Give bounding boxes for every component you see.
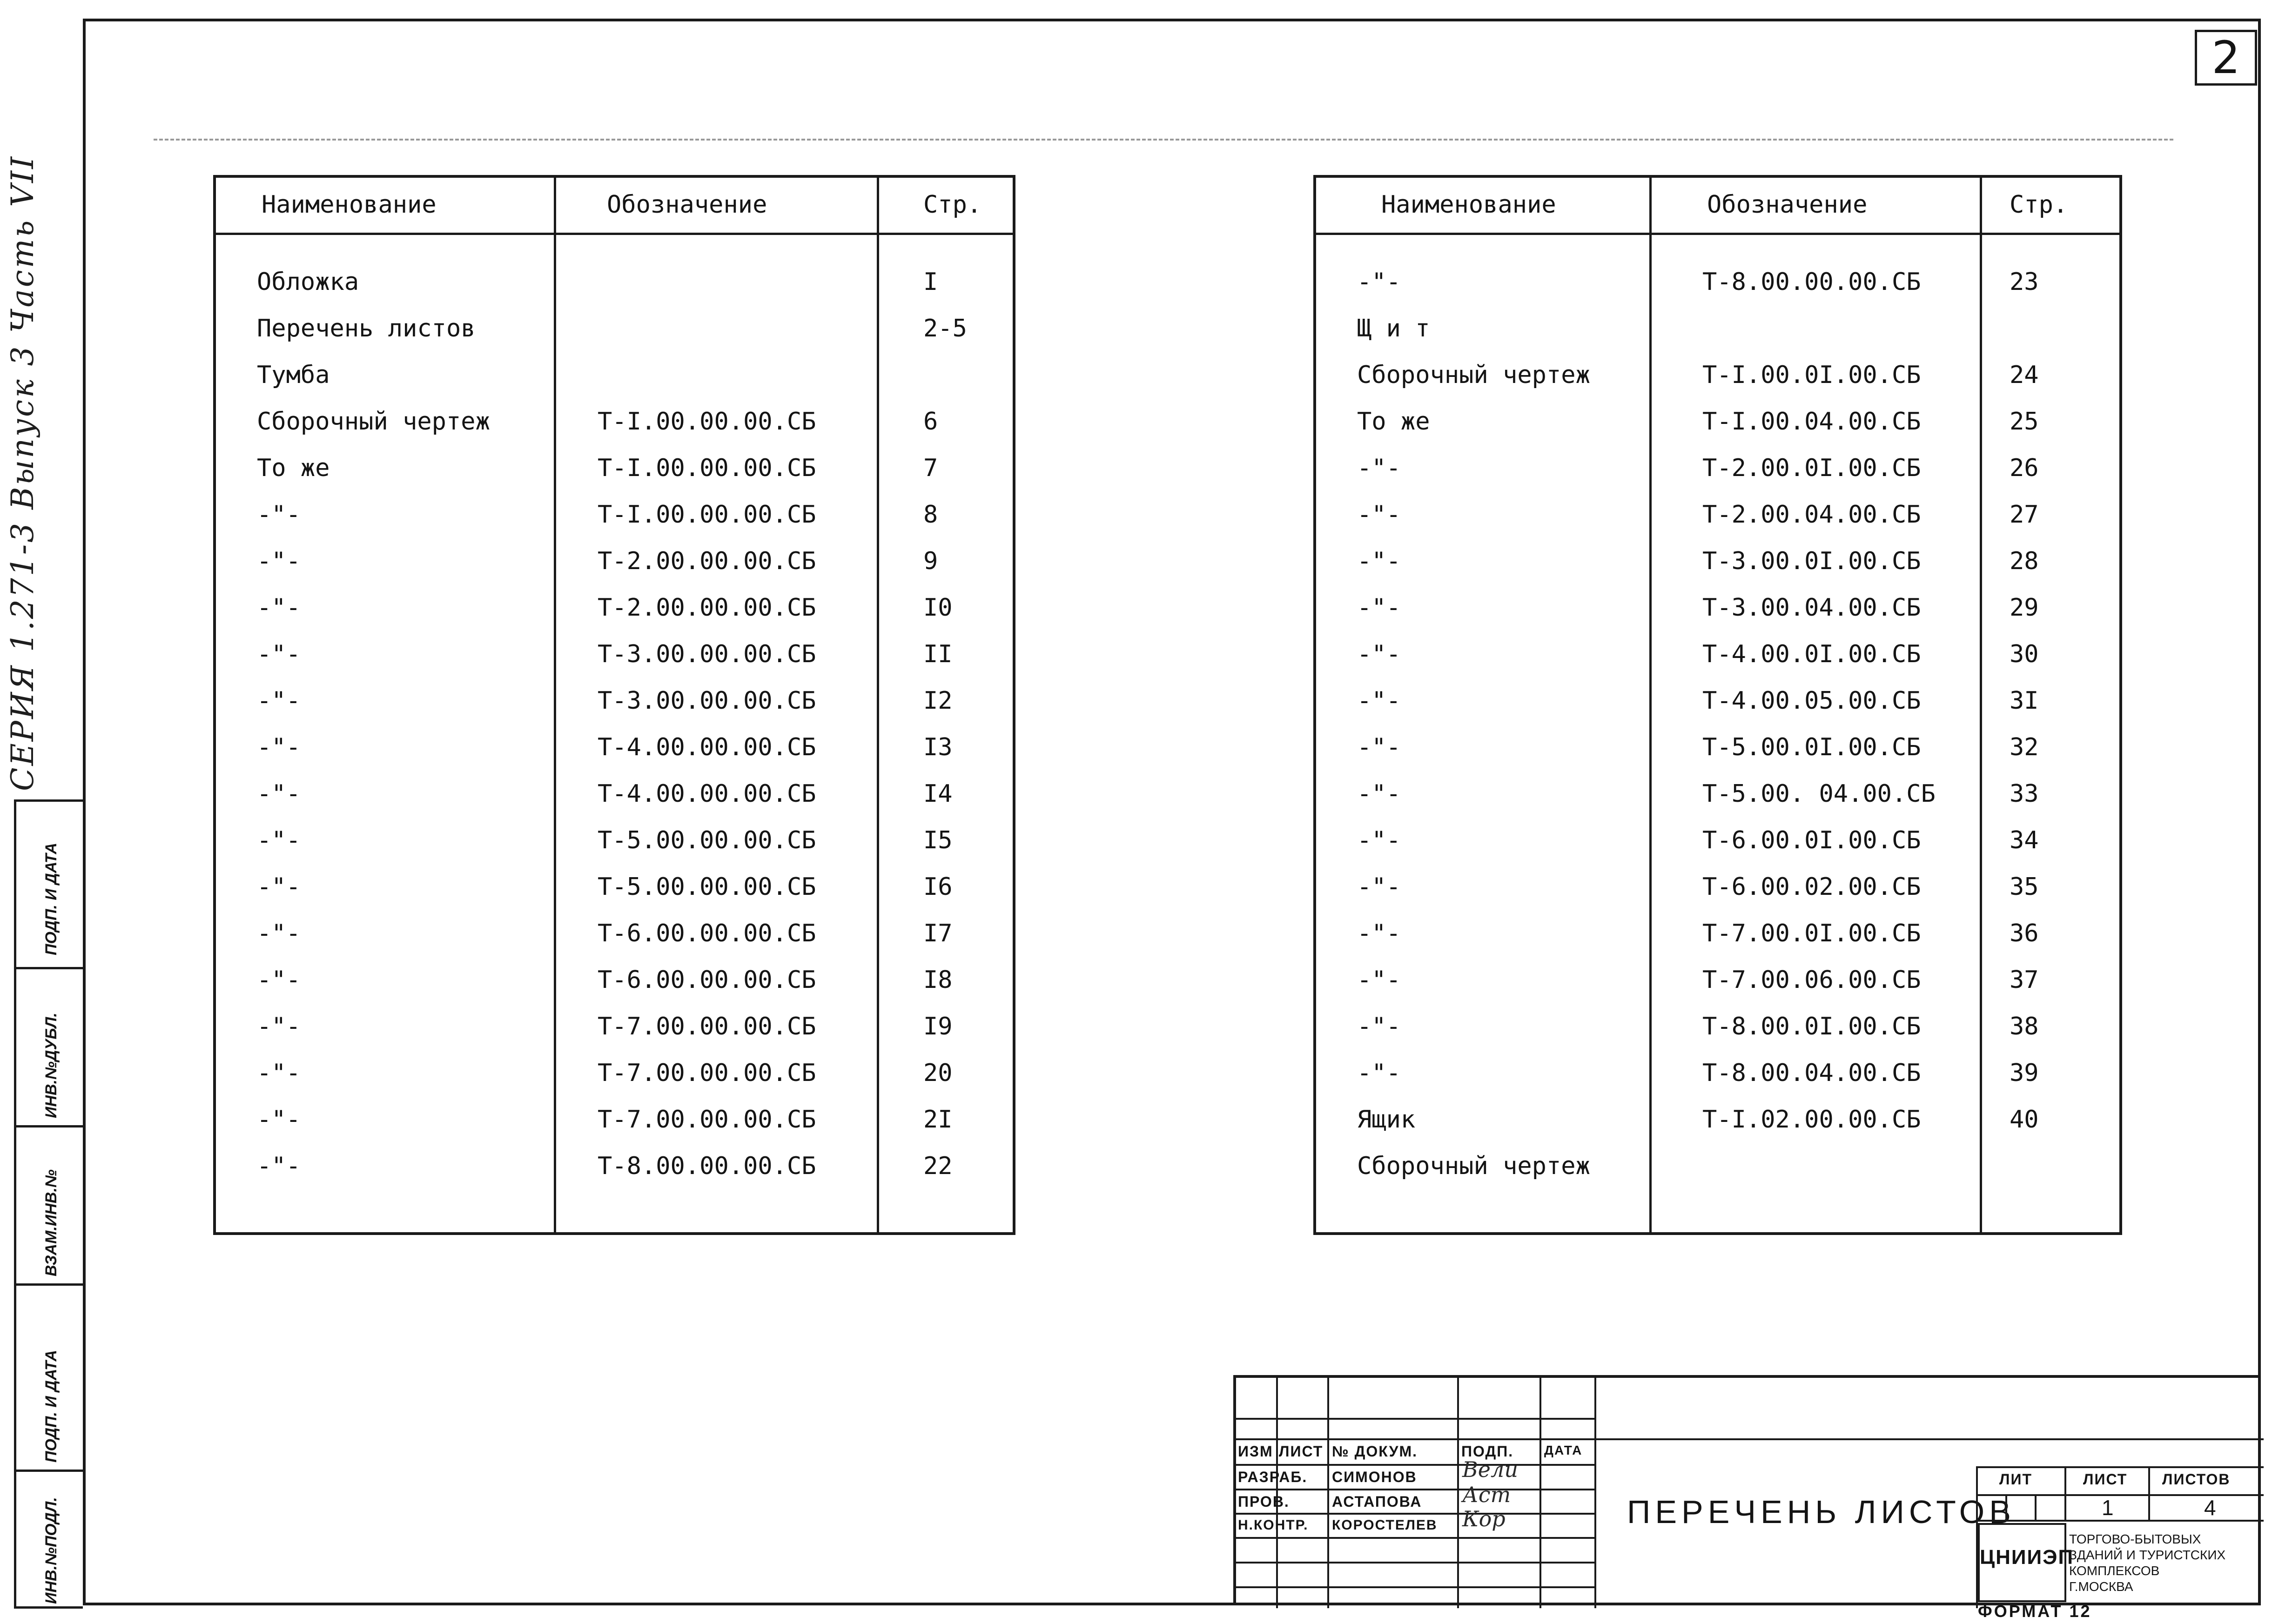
header-page: Стр. xyxy=(2010,191,2068,219)
table-row xyxy=(1316,259,2119,305)
table-row xyxy=(1316,864,2119,910)
role-developer: РАЗРАБ. xyxy=(1238,1469,1308,1485)
row-page: 6 xyxy=(923,408,938,436)
table-row xyxy=(216,584,1013,631)
row-name: -"- xyxy=(257,594,301,622)
table-row xyxy=(216,259,1013,305)
row-name: -"- xyxy=(1357,873,1401,901)
organization-logo: ЦНИИЭП xyxy=(1978,1523,2066,1602)
document-title: ПЕРЕЧЕНЬ ЛИСТОВ xyxy=(1627,1494,2016,1530)
row-name: -"- xyxy=(257,687,301,715)
row-code: Т-5.00.0I.00.СБ xyxy=(1702,733,1921,761)
row-code: Т-2.00.0I.00.СБ xyxy=(1702,454,1921,482)
row-code: Т-8.00.00.00.СБ xyxy=(598,1152,816,1180)
header-name: Наименование xyxy=(262,191,437,219)
header-doc: № ДОКУМ. xyxy=(1332,1443,1418,1460)
row-page: 29 xyxy=(2010,594,2039,622)
row-page: I4 xyxy=(923,780,953,808)
row-page: 28 xyxy=(2010,547,2039,575)
table-row xyxy=(216,864,1013,910)
row-code: Т-6.00.02.00.СБ xyxy=(1702,873,1921,901)
row-name: -"- xyxy=(257,640,301,668)
header-sign: ПОДП. xyxy=(1461,1443,1514,1460)
table-row xyxy=(216,491,1013,538)
table-row xyxy=(1316,398,2119,445)
row-page: 2-5 xyxy=(923,315,967,342)
row-page: 30 xyxy=(2010,640,2039,668)
row-code: Т-7.00.06.00.СБ xyxy=(1702,966,1921,994)
row-name: Перечень листов xyxy=(257,315,476,342)
row-name: -"- xyxy=(257,547,301,575)
sheet-value: 1 xyxy=(2102,1496,2115,1520)
side-label: ВЗАМ.ИНВ.№ xyxy=(42,1169,60,1276)
row-page: I3 xyxy=(923,733,953,761)
row-name: -"- xyxy=(1357,1059,1401,1087)
row-name: Щ и т xyxy=(1357,315,1430,342)
row-code: Т-8.00.0I.00.СБ xyxy=(1702,1013,1921,1040)
table-row xyxy=(216,910,1013,957)
row-code: Т-4.00.0I.00.СБ xyxy=(1702,640,1921,668)
side-label: ИНВ.№ПОДЛ. xyxy=(42,1497,60,1604)
table-row xyxy=(1316,491,2119,538)
row-name: -"- xyxy=(1357,966,1401,994)
row-name: -"- xyxy=(257,826,301,854)
row-code: Т-2.00.04.00.СБ xyxy=(1702,501,1921,529)
row-page: 24 xyxy=(2010,361,2039,389)
row-code: Т-6.00.00.00.СБ xyxy=(598,919,816,947)
row-name: -"- xyxy=(1357,687,1401,715)
row-name: -"- xyxy=(1357,780,1401,808)
row-page: 8 xyxy=(923,501,938,529)
binding-strip xyxy=(14,799,83,1609)
table-row xyxy=(216,398,1013,445)
row-page: I8 xyxy=(923,966,953,994)
table-row xyxy=(1316,817,2119,864)
table-row xyxy=(216,1003,1013,1050)
row-code: Т-2.00.00.00.СБ xyxy=(598,594,816,622)
row-name: -"- xyxy=(1357,919,1401,947)
row-name: -"- xyxy=(1357,640,1401,668)
side-cell-sign-date-top xyxy=(14,802,83,969)
row-page: 34 xyxy=(2010,826,2039,854)
row-name: -"- xyxy=(1357,454,1401,482)
row-name: Сборочный чертеж xyxy=(1357,361,1590,389)
row-name: -"- xyxy=(257,1152,301,1180)
row-name: -"- xyxy=(257,1013,301,1040)
row-code: Т-6.00.00.00.СБ xyxy=(598,966,816,994)
signature-norm-control: Кор xyxy=(1462,1506,1506,1531)
dashed-guide-line xyxy=(154,139,2173,141)
table-row xyxy=(216,1050,1013,1096)
row-name: -"- xyxy=(1357,594,1401,622)
row-page: I7 xyxy=(923,919,953,947)
table-row xyxy=(1316,1003,2119,1050)
row-code: Т-3.00.0I.00.СБ xyxy=(1702,547,1921,575)
row-code: Т-5.00.00.00.СБ xyxy=(598,826,816,854)
row-code: Т-I.00.00.00.СБ xyxy=(598,454,816,482)
table-row xyxy=(1316,631,2119,678)
row-code: Т-5.00.00.00.СБ xyxy=(598,873,816,901)
row-code: Т-I.00.0I.00.СБ xyxy=(1702,361,1921,389)
row-name: Сборочный чертеж xyxy=(1357,1152,1590,1180)
row-page: 3I xyxy=(2010,687,2039,715)
row-page: I0 xyxy=(923,594,953,622)
row-page: I2 xyxy=(923,687,953,715)
table-row xyxy=(1316,1050,2119,1096)
row-code: Т-7.00.0I.00.СБ xyxy=(1702,919,1921,947)
person-norm-control: КОРОСТЕЛЕВ xyxy=(1332,1517,1438,1533)
row-page: I9 xyxy=(923,1013,953,1040)
header-divider xyxy=(216,233,1013,235)
row-code: Т-I.00.00.00.СБ xyxy=(598,501,816,529)
row-code: Т-3.00.04.00.СБ xyxy=(1702,594,1921,622)
header-divider xyxy=(1316,233,2119,235)
title-block xyxy=(1233,1375,2261,1605)
side-label: ПОДП. И ДАТА xyxy=(42,843,60,955)
row-code: Т-4.00.05.00.СБ xyxy=(1702,687,1921,715)
row-page: 7 xyxy=(923,454,938,482)
table-row xyxy=(216,445,1013,491)
row-page: 35 xyxy=(2010,873,2039,901)
row-page: 26 xyxy=(2010,454,2039,482)
side-label: ПОДП. И ДАТА xyxy=(42,1350,60,1463)
table-row xyxy=(216,724,1013,771)
row-name: -"- xyxy=(257,919,301,947)
row-name: -"- xyxy=(257,966,301,994)
row-code: Т-4.00.00.00.СБ xyxy=(598,733,816,761)
row-page: 38 xyxy=(2010,1013,2039,1040)
sheet-list-table-right xyxy=(1313,175,2122,1235)
header-name: Наименование xyxy=(1381,191,1556,219)
role-norm-control: Н.КОНТР. xyxy=(1238,1517,1309,1533)
table-row xyxy=(1316,957,2119,1003)
row-page: 32 xyxy=(2010,733,2039,761)
signature-checker: Аст xyxy=(1462,1482,1511,1507)
row-page: I6 xyxy=(923,873,953,901)
format-label: ФОРМАТ 12 xyxy=(1978,1602,2092,1621)
table-row xyxy=(1316,584,2119,631)
person-checker: АСТАПОВА xyxy=(1332,1493,1422,1510)
table-row xyxy=(1316,352,2119,398)
row-name: -"- xyxy=(1357,547,1401,575)
row-code: Т-I.00.00.00.СБ xyxy=(598,408,816,436)
side-cell-replace-inv xyxy=(14,1127,83,1286)
row-code: Т-8.00.04.00.СБ xyxy=(1702,1059,1921,1087)
row-page: 20 xyxy=(923,1059,953,1087)
side-cell-dup-inv xyxy=(14,969,83,1127)
row-code: Т-I.02.00.00.СБ xyxy=(1702,1106,1921,1134)
row-name: -"- xyxy=(1357,1013,1401,1040)
row-name: Обложка xyxy=(257,268,359,296)
row-page: 23 xyxy=(2010,268,2039,296)
row-name: -"- xyxy=(257,1059,301,1087)
row-page: I xyxy=(923,268,938,296)
row-name: Сборочный чертеж xyxy=(257,408,490,436)
row-name: -"- xyxy=(1357,501,1401,529)
table-row xyxy=(1316,538,2119,584)
row-name: Тумба xyxy=(257,361,330,389)
side-cell-sign-date xyxy=(14,1286,83,1472)
header-page: Стр. xyxy=(923,191,982,219)
header-code: Обозначение xyxy=(1707,191,1868,219)
table-row xyxy=(216,538,1013,584)
row-page: I5 xyxy=(923,826,953,854)
table-row xyxy=(216,305,1013,352)
row-page: 22 xyxy=(923,1152,953,1180)
table-row xyxy=(1316,305,2119,352)
table-row xyxy=(1316,771,2119,817)
row-code: Т-7.00.00.00.СБ xyxy=(598,1013,816,1040)
row-name: -"- xyxy=(257,780,301,808)
row-page: 37 xyxy=(2010,966,2039,994)
row-page: 27 xyxy=(2010,501,2039,529)
table-row xyxy=(216,817,1013,864)
row-name: -"- xyxy=(1357,733,1401,761)
row-code: Т-3.00.00.00.СБ xyxy=(598,687,816,715)
table-row xyxy=(216,957,1013,1003)
row-name: То же xyxy=(1357,408,1430,436)
table-row xyxy=(216,1096,1013,1143)
row-page: II xyxy=(923,640,953,668)
row-name: -"- xyxy=(257,733,301,761)
table-row xyxy=(216,771,1013,817)
lit-label: ЛИТ xyxy=(1999,1471,2032,1488)
row-code: Т-7.00.00.00.СБ xyxy=(598,1059,816,1087)
row-page: 25 xyxy=(2010,408,2039,436)
side-label: ИНВ.№ДУБЛ. xyxy=(42,1013,60,1118)
header-list: ЛИСТ xyxy=(1279,1443,1324,1460)
row-page: 39 xyxy=(2010,1059,2039,1087)
header-code: Обозначение xyxy=(607,191,767,219)
row-name: -"- xyxy=(1357,268,1401,296)
row-name: -"- xyxy=(257,1106,301,1134)
side-cell-original-inv xyxy=(14,1472,83,1609)
sheet-label: ЛИСТ xyxy=(2083,1471,2128,1488)
row-name: То же xyxy=(257,454,330,482)
table-row xyxy=(1316,678,2119,724)
sheets-value: 4 xyxy=(2204,1496,2217,1520)
table-row xyxy=(1316,1143,2119,1189)
series-title: СЕРИЯ 1.271-3 Выпуск 3 Часть VII xyxy=(5,154,40,791)
row-page: 2I xyxy=(923,1106,953,1134)
organization-name: ТОРГОВО-БЫТОВЫХ ЗДАНИЙ И ТУРИСТСКИХ КОМПЛЕКСОВ Г.МОСКВА xyxy=(2069,1532,2226,1594)
sheet-list-table-left xyxy=(213,175,1015,1235)
row-code: Т-7.00.00.00.СБ xyxy=(598,1106,816,1134)
row-code: Т-6.00.0I.00.СБ xyxy=(1702,826,1921,854)
row-name: -"- xyxy=(257,873,301,901)
row-page: 40 xyxy=(2010,1106,2039,1134)
page-number: 2 xyxy=(2195,30,2257,86)
role-checker: ПРОВ. xyxy=(1238,1493,1290,1510)
row-name: -"- xyxy=(1357,826,1401,854)
signature-developer: Вели xyxy=(1462,1457,1518,1482)
row-code: Т-I.00.04.00.СБ xyxy=(1702,408,1921,436)
row-code: Т-2.00.00.00.СБ xyxy=(598,547,816,575)
row-page: 9 xyxy=(923,547,938,575)
row-code: Т-3.00.00.00.СБ xyxy=(598,640,816,668)
table-row xyxy=(216,678,1013,724)
header-date: ДАТА xyxy=(1544,1443,1583,1457)
row-name: -"- xyxy=(257,501,301,529)
row-code: Т-4.00.00.00.СБ xyxy=(598,780,816,808)
table-row xyxy=(1316,910,2119,957)
sheets-label: ЛИСТОВ xyxy=(2162,1471,2231,1488)
table-row xyxy=(216,631,1013,678)
table-row xyxy=(1316,1096,2119,1143)
table-row xyxy=(1316,445,2119,491)
row-name: Ящик xyxy=(1357,1106,1416,1134)
row-code: Т-5.00. 04.00.СБ xyxy=(1702,780,1936,808)
table-row xyxy=(216,1143,1013,1189)
row-page: 36 xyxy=(2010,919,2039,947)
row-page: 33 xyxy=(2010,780,2039,808)
header-izm: ИЗМ xyxy=(1238,1443,1273,1460)
table-row xyxy=(216,352,1013,398)
row-code: Т-8.00.00.00.СБ xyxy=(1702,268,1921,296)
table-row xyxy=(1316,724,2119,771)
person-developer: СИМОНОВ xyxy=(1332,1469,1417,1485)
